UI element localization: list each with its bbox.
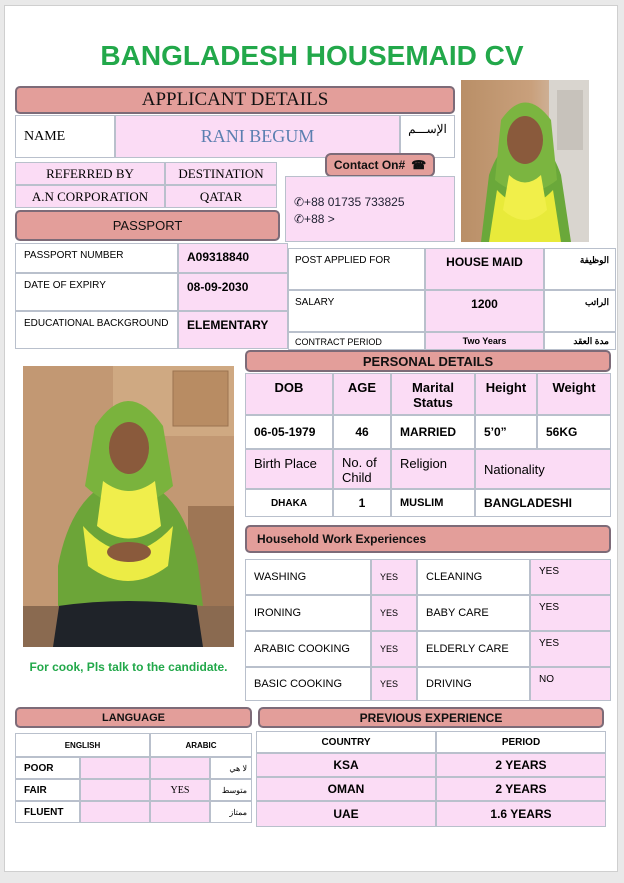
- household-arabic-cooking-value: YES: [371, 631, 417, 667]
- previous-row-2-period: 2 YEARS: [436, 777, 606, 801]
- height-value: 5’0”: [475, 415, 537, 449]
- portrait-illustration: [461, 80, 589, 242]
- salary-label: SALARY: [288, 290, 425, 332]
- previous-row-2-country: OMAN: [256, 777, 436, 801]
- language-poor-arabic-label: لا هي: [210, 757, 252, 779]
- birth-place-header: Birth Place: [245, 449, 333, 489]
- household-arabic-cooking-label: ARABIC COOKING: [245, 631, 371, 667]
- contract-period-arabic: مدة العقد: [544, 332, 616, 350]
- passport-number-label: PASSPORT NUMBER: [15, 243, 178, 273]
- previous-col-period: PERIOD: [436, 731, 606, 753]
- household-driving-label: DRIVING: [417, 667, 530, 701]
- household-elderly-care-value: YES: [530, 631, 611, 667]
- language-header: LANGUAGE: [15, 707, 252, 728]
- age-header: AGE: [333, 373, 391, 415]
- household-washing-value: YES: [371, 559, 417, 595]
- previous-experience-header: PREVIOUS EXPERIENCE: [258, 707, 604, 728]
- name-arabic-label: الإســـم: [400, 115, 455, 158]
- religion-header: Religion: [391, 449, 475, 489]
- previous-col-country: COUNTRY: [256, 731, 436, 753]
- language-fair-label: FAIR: [15, 779, 80, 801]
- referred-by-label: REFERRED BY: [15, 162, 165, 185]
- candidate-note: For cook, Pls talk to the candidate.: [29, 660, 228, 674]
- language-poor-english: [80, 757, 150, 779]
- language-col-arabic: ARABIC: [150, 733, 252, 757]
- contact-box: [285, 176, 455, 242]
- passport-header: PASSPORT: [15, 210, 280, 241]
- religion-value: MUSLIM: [391, 489, 475, 517]
- previous-row-1-period: 2 YEARS: [436, 753, 606, 777]
- household-baby-care-label: BABY CARE: [417, 595, 530, 631]
- household-ironing-value: YES: [371, 595, 417, 631]
- referred-by-value: A.N CORPORATION: [15, 185, 165, 208]
- language-fluent-arabic-label: ممتاز: [210, 801, 252, 823]
- date-of-expiry-value: 08-09-2030: [178, 273, 288, 311]
- salary-arabic: الراتب: [544, 290, 616, 332]
- household-cleaning-value: YES: [530, 559, 611, 595]
- contact-line-2: ✆+88 >: [294, 212, 335, 226]
- household-washing-label: WASHING: [245, 559, 371, 595]
- post-applied-label: POST APPLIED FOR: [288, 248, 425, 290]
- contact-label: Contact On#: [333, 158, 406, 172]
- date-of-expiry-label: DATE OF EXPIRY: [15, 273, 178, 311]
- contract-period-label: CONTRACT PERIOD: [288, 332, 425, 350]
- language-fair-arabic-label: متوسط: [210, 779, 252, 801]
- contact-line-1: ✆+88 01735 733825: [294, 195, 405, 209]
- household-baby-care-value: YES: [530, 595, 611, 631]
- contact-header: [325, 153, 435, 177]
- full-body-illustration: [23, 366, 234, 647]
- household-basic-cooking-label: BASIC COOKING: [245, 667, 371, 701]
- personal-details-header: PERSONAL DETAILS: [245, 350, 611, 372]
- post-applied-value: HOUSE MAID: [425, 248, 544, 290]
- language-fluent-arabic: [150, 801, 210, 823]
- weight-header: Weight: [537, 373, 611, 415]
- household-cleaning-label: CLEANING: [417, 559, 530, 595]
- education-value: ELEMENTARY: [178, 311, 288, 349]
- household-header: Household Work Experiences: [245, 525, 611, 553]
- portrait-photo: [461, 80, 589, 242]
- post-applied-arabic: الوظيفة: [544, 248, 616, 290]
- education-label: EDUCATIONAL BACKGROUND: [15, 311, 178, 349]
- age-value: 46: [333, 415, 391, 449]
- marital-status-value: MARRIED: [391, 415, 475, 449]
- language-col-english: ENGLISH: [15, 733, 150, 757]
- language-fair-arabic: YES: [150, 779, 210, 801]
- no-of-child-header: No. of Child: [333, 449, 391, 489]
- language-fluent-label: FLUENT: [15, 801, 80, 823]
- language-fluent-english: [80, 801, 150, 823]
- previous-row-3-period: 1.6 YEARS: [436, 801, 606, 827]
- household-elderly-care-label: ELDERLY CARE: [417, 631, 530, 667]
- contract-period-value: Two Years: [425, 332, 544, 350]
- birth-place-value: DHAKA: [245, 489, 333, 517]
- page-title: BANGLADESH HOUSEMAID CV: [100, 40, 524, 71]
- nationality-header: Nationality: [475, 449, 611, 489]
- passport-number-value: A09318840: [178, 243, 288, 273]
- no-of-child-value: 1: [333, 489, 391, 517]
- language-poor-label: POOR: [15, 757, 80, 779]
- language-fair-english: [80, 779, 150, 801]
- full-body-photo: [23, 366, 234, 647]
- salary-value: 1200: [425, 290, 544, 332]
- household-basic-cooking-value: YES: [371, 667, 417, 701]
- previous-row-3-country: UAE: [256, 801, 436, 827]
- height-header: Height: [475, 373, 537, 415]
- nationality-value: BANGLADESHI: [475, 489, 611, 517]
- destination-label: DESTINATION: [165, 162, 277, 185]
- applicant-details-header: APPLICANT DETAILS: [15, 86, 455, 114]
- language-poor-arabic: [150, 757, 210, 779]
- previous-row-1-country: KSA: [256, 753, 436, 777]
- household-ironing-label: IRONING: [245, 595, 371, 631]
- household-driving-value: NO: [530, 667, 611, 701]
- name-value: RANI BEGUM: [115, 115, 400, 158]
- dob-value: 06-05-1979: [245, 415, 333, 449]
- name-label: NAME: [15, 115, 115, 158]
- dob-header: DOB: [245, 373, 333, 415]
- weight-value: 56KG: [537, 415, 611, 449]
- destination-value: QATAR: [165, 185, 277, 208]
- marital-status-header: Marital Status: [391, 373, 475, 415]
- phone-icon: ☎: [411, 158, 427, 172]
